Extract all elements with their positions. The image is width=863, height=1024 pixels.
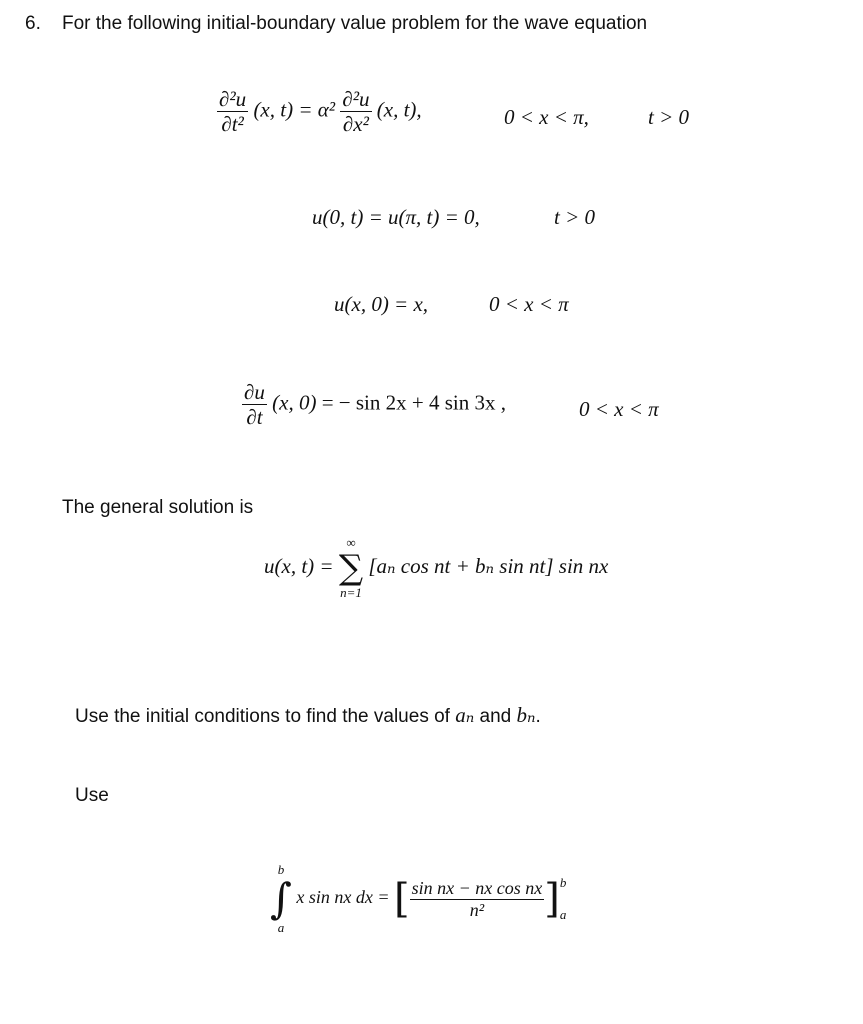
instruction-text: Use the initial conditions to find the values of xyxy=(75,706,450,727)
velocity-args: (x, 0) xyxy=(272,390,317,415)
instruction: Use the initial conditions to find the values of aₙ and bₙ. xyxy=(75,703,541,727)
summation xyxy=(339,535,363,601)
evaluation-limits xyxy=(560,875,567,923)
bracket-close: ] xyxy=(544,876,560,922)
eval-lower-limit: a xyxy=(559,907,567,922)
initial-displacement: u(x, 0) = x, xyxy=(334,292,429,316)
sigma-symbol: ∑ xyxy=(338,548,364,588)
wave-equation xyxy=(217,88,422,135)
initial-velocity xyxy=(242,381,506,428)
and-text: and xyxy=(479,706,512,727)
solution-term: [aₙ cos nt + bₙ sin nt] sin nx xyxy=(368,553,609,578)
general-solution xyxy=(264,535,608,601)
velocity-rhs: = − sin 2x + 4 sin 3x , xyxy=(321,390,506,415)
general-solution-label: The general solution is xyxy=(62,497,254,518)
solution-lhs: u(x, t) = xyxy=(264,553,334,578)
integral-formula xyxy=(270,862,566,936)
eval-upper-limit: b xyxy=(559,875,567,890)
sum-upper-limit: ∞ xyxy=(346,535,356,550)
bracket-open: [ xyxy=(394,876,410,922)
antiderivative: $\frac{\text{sin nx − nx cos nx}}{\text{n²}}$ xyxy=(411,877,543,920)
initial-displacement-domain: 0 < x < π xyxy=(489,292,569,316)
boundary-condition: u(0, t) = u(π, t) = 0, xyxy=(312,205,480,229)
integral-lower-limit: a xyxy=(277,920,285,935)
integral xyxy=(270,862,292,936)
rhs-args: (x, t), xyxy=(376,97,422,122)
use-label: Use xyxy=(75,785,109,806)
rhs-derivative: $\frac{\text{∂²u}}{\text{∂x²}}$ xyxy=(342,87,370,137)
boundary-domain: t > 0 xyxy=(554,205,596,229)
initial-velocity-domain: 0 < x < π xyxy=(579,397,659,421)
lhs-args: (x, t) = α² xyxy=(253,97,336,122)
integral-symbol: ∫ xyxy=(270,874,292,923)
a-n-symbol: aₙ xyxy=(455,703,475,727)
pde-domain-t: t > 0 xyxy=(648,105,690,129)
integrand: x sin nx dx = xyxy=(296,887,390,908)
time-derivative: $\frac{\partial u}{\partial t}$ xyxy=(244,380,265,430)
sum-lower-limit: n=1 xyxy=(340,585,362,600)
problem-number: 6. xyxy=(25,13,41,34)
b-n-symbol: bₙ xyxy=(516,703,536,727)
integral-upper-limit: b xyxy=(277,862,285,877)
lhs-derivative: $\frac{\text{∂²u}}{\text{∂t²}}$ xyxy=(219,87,247,137)
problem-statement: For the following initial-boundary value problem for the wave equation xyxy=(62,13,648,34)
pde-domain-x: 0 < x < π, xyxy=(504,105,589,129)
